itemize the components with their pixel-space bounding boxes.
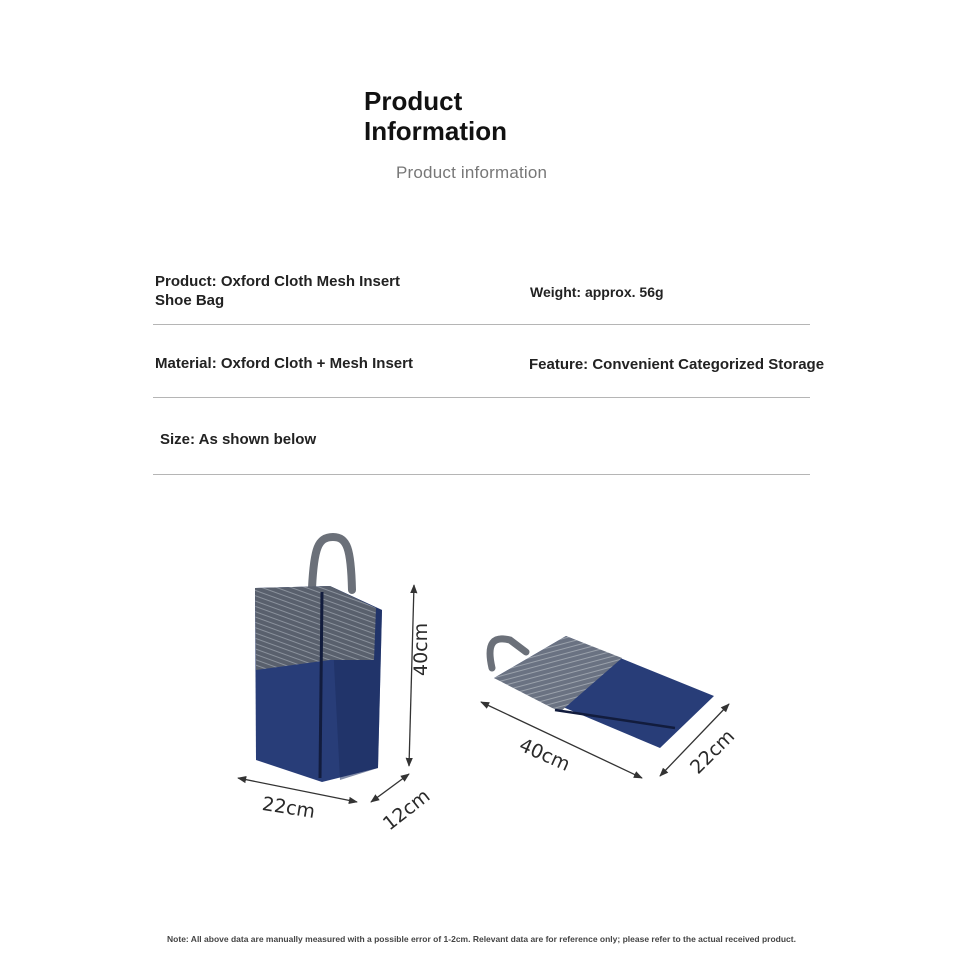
page-subtitle: Product information <box>396 163 548 182</box>
mesh-panel <box>255 586 376 670</box>
width-label: 22cm <box>260 792 317 824</box>
spec-material: Material: Oxford Cloth + Mesh Insert <box>155 355 413 372</box>
zipper <box>320 592 322 778</box>
height-label: 40cm <box>410 622 432 676</box>
disclaimer-note: Note: All above data are manually measured with a possible error of 1-2cm. Relevant data are for reference only; please refer to the actual received product. <box>167 934 796 944</box>
length-label: 40cm <box>515 734 574 776</box>
spec-feature: Feature: Convenient Categorized Storage <box>529 356 825 373</box>
depth-label: 12cm <box>378 784 435 836</box>
spec-size: Size: As shown below <box>160 431 317 448</box>
spec-product-line-2: Shoe Bag <box>155 292 225 309</box>
spec-product-line-1: Product: Oxford Cloth Mesh Insert <box>155 273 401 290</box>
spec-weight: Weight: approx. 56g <box>530 284 664 300</box>
flat-bag <box>490 636 714 748</box>
flat-width-label: 22cm <box>686 725 740 779</box>
title-line-2: Information <box>364 116 507 146</box>
title-line-1: Product <box>364 86 463 116</box>
bag-handle <box>312 537 352 590</box>
upright-bag <box>255 537 382 782</box>
